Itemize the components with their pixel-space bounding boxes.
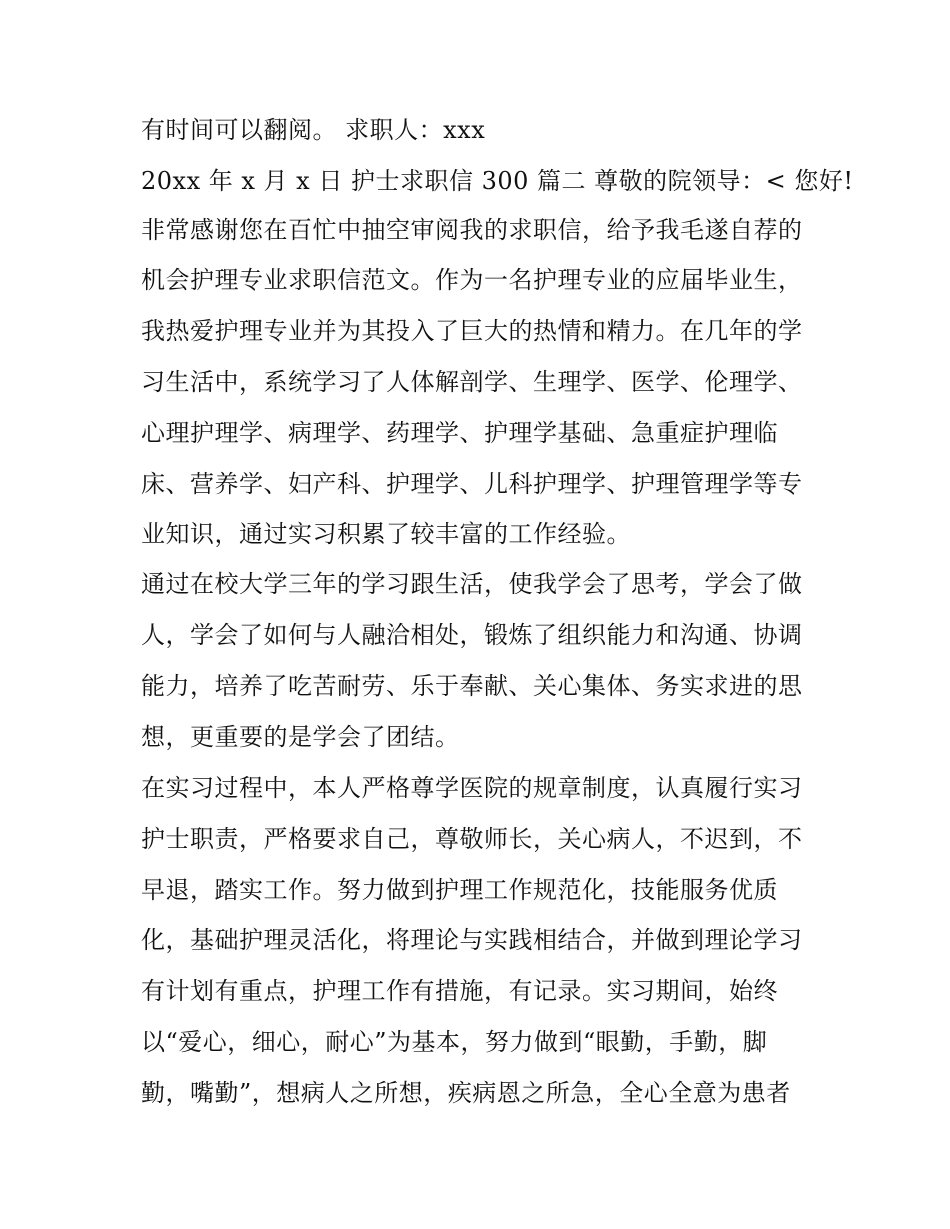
text-line: 勤，嘴勤”，想病人之所想，疾病恩之所急，全心全意为患者 xyxy=(141,1079,791,1107)
text-line: 人，学会了如何与人融洽相处，锻炼了组织能力和沟通、协调 xyxy=(141,621,803,649)
text-line: 想，更重要的是学会了团结。 xyxy=(141,723,460,751)
text-line: 通过在校大学三年的学习跟生活，使我学会了思考，学会了做 xyxy=(141,570,803,598)
text-line: 20xx 年 x 月 x 日 护士求职信 300 篇二 尊敬的院领导：< 您好! xyxy=(141,167,854,195)
text-line: 在实习过程中，本人严格尊学医院的规章制度，认真履行实习 xyxy=(141,774,803,802)
text-line: 床、营养学、妇产科、护理学、儿科护理学、护理管理学等专 xyxy=(141,470,803,498)
text-line: 非常感谢您在百忙中抽空审阅我的求职信，给予我毛遂自荐的 xyxy=(141,216,803,244)
text-line: 习生活中，系统学习了人体解剖学、生理学、医学、伦理学、 xyxy=(141,368,803,396)
text-line: 机会护理专业求职信范文。作为一名护理专业的应届毕业生， xyxy=(141,266,803,294)
text-line: 有时间可以翻阅。 求职人：xxx xyxy=(141,116,486,144)
text-line: 心理护理学、病理学、药理学、护理学基础、急重症护理临 xyxy=(141,419,778,447)
text-line: 以“爱心，细心，耐心”为基本，努力做到“眼勤，手勤，脚 xyxy=(141,1028,768,1056)
text-line: 业知识，通过实习积累了较丰富的工作经验。 xyxy=(141,520,631,548)
text-line: 能力，培养了吃苦耐劳、乐于奉献、关心集体、务实求进的思 xyxy=(141,672,803,700)
text-line: 我热爱护理专业并为其投入了巨大的热情和精力。在几年的学 xyxy=(141,317,803,345)
text-line: 有计划有重点，护理工作有措施，有记录。实习期间，始终 xyxy=(141,977,778,1005)
text-line: 早退，踏实工作。努力做到护理工作规范化，技能服务优质 xyxy=(141,876,778,904)
text-line: 化，基础护理灵活化，将理论与实践相结合，并做到理论学习 xyxy=(141,926,803,954)
text-line: 护士职责，严格要求自己，尊敬师长，关心病人，不迟到，不 xyxy=(141,825,803,853)
